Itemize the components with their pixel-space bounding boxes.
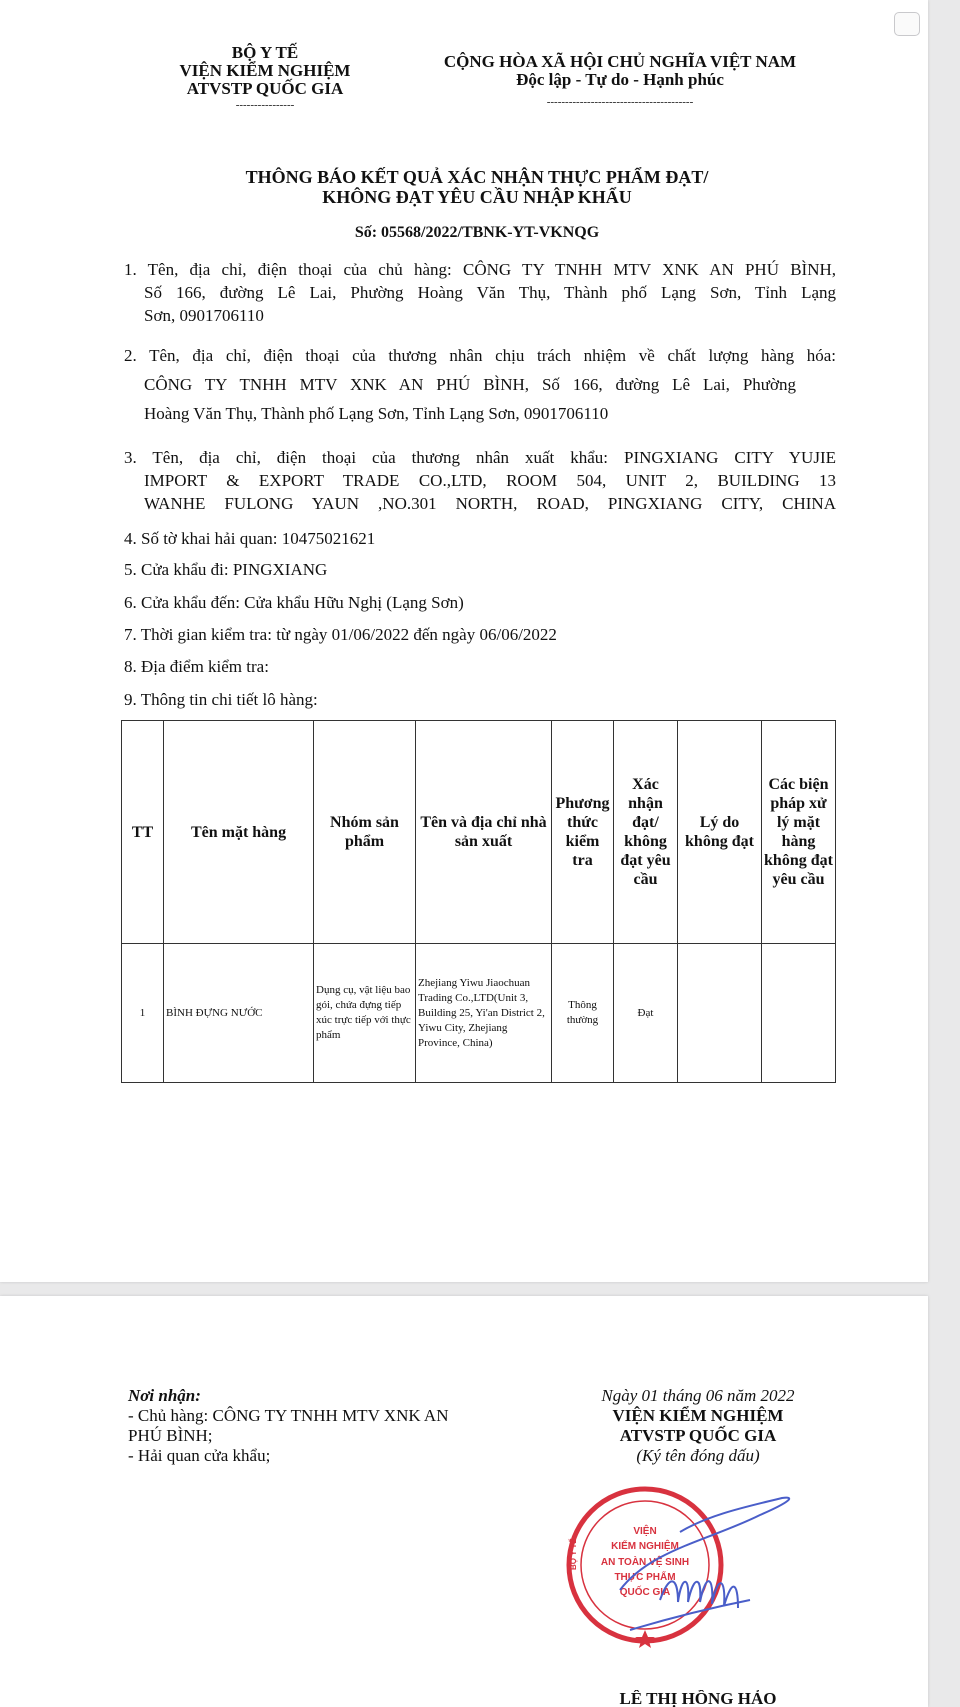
item-1-line-1: 1. Tên, địa chỉ, điện thoại của chủ hàng: CÔNG TY TNHH MTV XNK AN PHÚ BÌNH, xyxy=(124,260,836,279)
item-5: 5. Cửa khẩu đi: PINGXIANG xyxy=(124,560,328,579)
cell-handling-measures xyxy=(762,944,836,1083)
header-product-group: Nhóm sản phẩm xyxy=(314,721,416,944)
svg-text:BỘ Y TẾ: BỘ Y TẾ xyxy=(569,1538,578,1570)
signature-note: (Ký tên đóng dấu) xyxy=(636,1446,760,1465)
item-2-line-1: 2. Tên, địa chỉ, điện thoại của thương nhân chịu trách nhiệm về chất lượng hàng hóa: xyxy=(124,346,836,365)
recipients-block xyxy=(128,1386,508,1466)
shipment-detail-table xyxy=(121,720,836,1083)
cell-confirmation: Đạt xyxy=(614,944,678,1083)
header-left-divider: ---------------- xyxy=(235,100,295,110)
header-confirmation: Xác nhận đạt/ không đạt yêu cầu xyxy=(614,721,678,944)
item-6: 6. Cửa khẩu đến: Cửa khẩu Hữu Nghị (Lạng Sơn) xyxy=(124,593,464,612)
item-8: 8. Địa điểm kiểm tra: xyxy=(124,657,269,676)
header-manufacturer: Tên và địa chỉ nhà sản xuất xyxy=(416,721,552,944)
svg-text:VIỆN: VIỆN xyxy=(633,1526,657,1537)
item-4: 4. Số tờ khai hải quan: 10475021621 xyxy=(124,529,376,548)
header-right xyxy=(405,53,835,107)
page-corner-button[interactable] xyxy=(894,12,920,36)
signature-org-1: VIỆN KIỂM NGHIỆM xyxy=(612,1406,784,1425)
signature-date: Ngày 01 tháng 06 năm 2022 xyxy=(601,1386,795,1405)
item-9: 9. Thông tin chi tiết lô hàng: xyxy=(124,690,318,709)
motto: Độc lập - Tự do - Hạnh phúc xyxy=(516,70,724,89)
cell-manufacturer: Zhejiang Yiwu Jiaochuan Trading Co.,LTD(Unit 3, Building 25, Yi'an District 2, Yiwu City, Zhejiang Province, China) xyxy=(416,944,552,1083)
svg-text:KIỂM NGHIỆM: KIỂM NGHIỆM xyxy=(611,1541,679,1552)
institute-name-2: ATVSTP QUỐC GIA xyxy=(186,79,344,98)
signer-name: LÊ THỊ HỒNG HẢO xyxy=(619,1690,777,1707)
country-name: CỘNG HÒA XÃ HỘI CHỦ NGHĨA VIỆT NAM xyxy=(443,52,797,71)
recipient-line-3: - Hải quan cửa khẩu; xyxy=(128,1446,271,1465)
cell-product-name: BÌNH ĐỰNG NƯỚC xyxy=(164,944,314,1083)
official-stamp-and-signature xyxy=(560,1480,800,1670)
item-7: 7. Thời gian kiểm tra: từ ngày 01/06/2022 đến ngày 06/06/2022 xyxy=(124,625,557,644)
item-2-line-3: Hoàng Văn Thụ, Thành phố Lạng Sơn, Tỉnh Lạng Sơn, 0901706110 xyxy=(144,404,609,423)
header-handling-measures: Các biện pháp xử lý mặt hàng không đạt yêu cầu xyxy=(762,721,836,944)
header-left xyxy=(150,44,380,110)
recipient-line-1: - Chủ hàng: CÔNG TY TNHH MTV XNK AN xyxy=(128,1406,449,1425)
svg-text:THỰC PHẨM: THỰC PHẨM xyxy=(614,1572,676,1583)
official-stamp xyxy=(568,1489,721,1648)
document-number: Số: 05568/2022/TBNK-YT-VKNQG xyxy=(354,224,600,241)
item-1-line-2: Số 166, đường Lê Lai, Phường Hoàng Văn Thụ, Thành phố Lạng Sơn, Tỉnh Lạng xyxy=(144,283,836,302)
cell-product-group: Dụng cụ, vật liệu bao gói, chứa đựng tiếp xúc trực tiếp với thực phẩm xyxy=(314,944,416,1083)
recipient-line-2: PHÚ BÌNH; xyxy=(128,1426,213,1445)
svg-text:QUỐC GIA: QUỐC GIA xyxy=(619,1587,671,1598)
header-fail-reason: Lý do không đạt xyxy=(678,721,762,944)
signature-org-2: ATVSTP QUỐC GIA xyxy=(619,1426,777,1445)
item-3-line-3: WANHE FULONG YAUN ,NO.301 NORTH, ROAD, PINGXIANG CITY, CHINA xyxy=(144,494,836,513)
table-header-row xyxy=(122,721,836,944)
cell-tt: 1 xyxy=(122,944,164,1083)
item-1-line-3: Sơn, 0901706110 xyxy=(144,306,264,325)
item-3-line-2: IMPORT & EXPORT TRADE CO.,LTD, ROOM 504, UNIT 2, BUILDING 13 xyxy=(144,471,836,490)
header-right-divider: ---------------------------------------- xyxy=(546,97,694,107)
document-title xyxy=(150,167,804,207)
recipients-label: Nơi nhận: xyxy=(128,1386,201,1405)
header-product-name: Tên mặt hàng xyxy=(164,721,314,944)
title-line-2: KHÔNG ĐẠT YÊU CẦU NHẬP KHẨU xyxy=(322,187,632,207)
svg-text:AN TOÀN VỆ SINH: AN TOÀN VỆ SINH xyxy=(600,1557,690,1568)
cell-fail-reason xyxy=(678,944,762,1083)
table-row xyxy=(122,944,836,1083)
header-inspection-method: Phương thức kiểm tra xyxy=(552,721,614,944)
cell-inspection-method: Thông thường xyxy=(552,944,614,1083)
title-line-1: THÔNG BÁO KẾT QUẢ XÁC NHẬN THỰC PHẨM ĐẠT/ xyxy=(245,167,709,187)
item-3-line-1: 3. Tên, địa chỉ, điện thoại của thương nhân xuất khẩu: PINGXIANG CITY YUJIE xyxy=(124,448,836,467)
signature-block xyxy=(548,1386,848,1466)
item-2-line-2: CÔNG TY TNHH MTV XNK AN PHÚ BÌNH, Số 166, đường Lê Lai, Phường xyxy=(144,375,796,394)
institute-name-1: VIỆN KIỂM NGHIỆM xyxy=(179,61,351,80)
header-tt: TT xyxy=(122,721,164,944)
ministry-name: BỘ Y TẾ xyxy=(231,43,299,62)
